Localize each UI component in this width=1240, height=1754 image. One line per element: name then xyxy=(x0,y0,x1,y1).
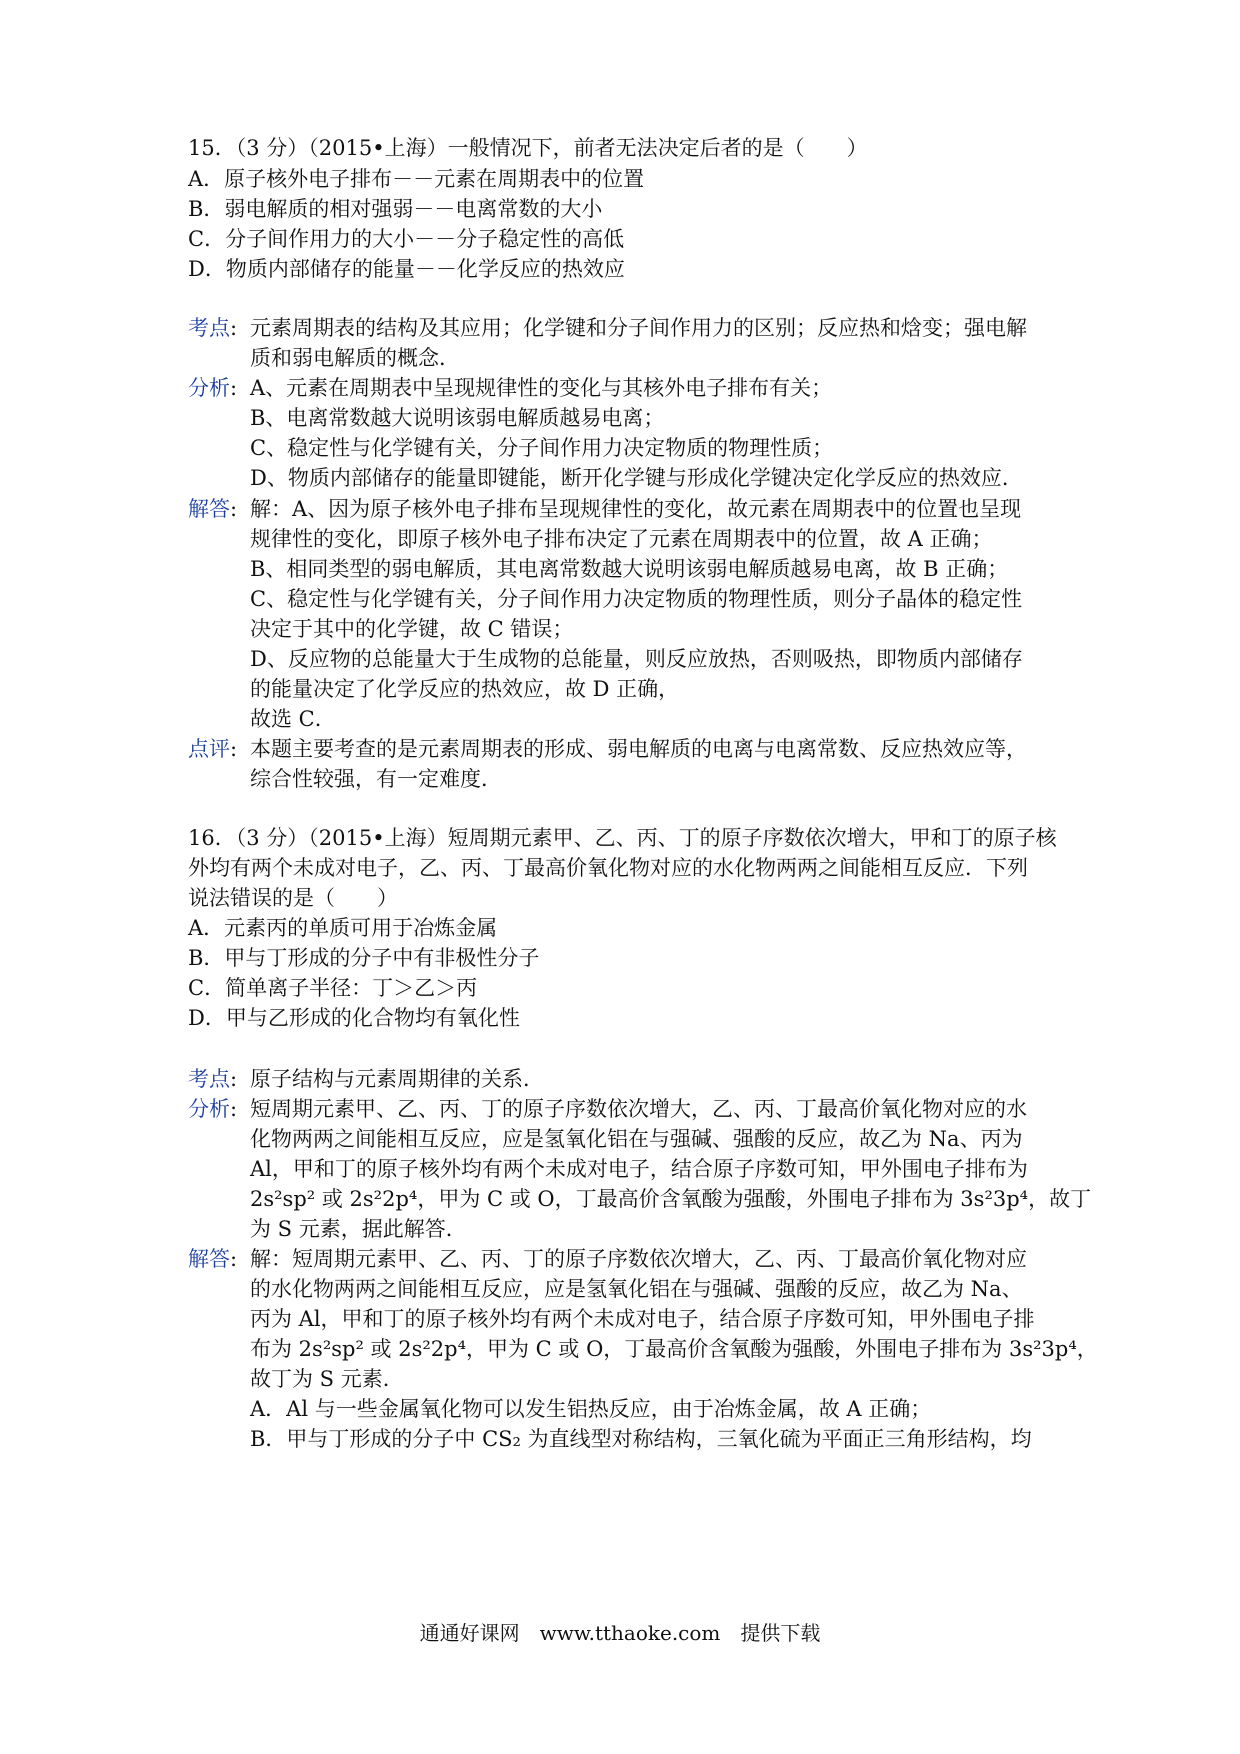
q16-fenxi-label: 分析: xyxy=(188,1097,238,1121)
q15-jieda-line: C、稳定性与化学键有关，分子间作用力决定物质的物理性质，则分子晶体的稳定性 xyxy=(250,587,1023,611)
q16-jieda-line: B．甲与丁形成的分子中 CS₂ 为直线型对称结构，三氧化硫为平面正三角形结构，均 xyxy=(250,1427,1032,1451)
q16-stem-line: 外均有两个未成对电子，乙、丙、丁最高价氧化物对应的水化物两两之间能相互反应．下列 xyxy=(188,856,1028,880)
q15-stem: 15．（3 分）（2015•上海）一般情况下，前者无法决定后者的是（ ） xyxy=(188,136,868,160)
q15-fenxi-label: 分析: xyxy=(188,376,238,400)
q15-kaodian-line: 元素周期表的结构及其应用；化学键和分子间作用力的区别；反应热和焓变；强电解 xyxy=(250,316,1027,340)
q15-jieda-line: 解：A、因为原子核外电子排布呈现规律性的变化，故元素在周期表中的位置也呈现 xyxy=(250,497,1022,521)
q15-option-d: D．物质内部储存的能量－－化学反应的热效应 xyxy=(188,257,625,281)
q16-fenxi-line: Al，甲和丁的原子核外均有两个未成对电子，结合原子序数可知，甲外围电子排布为 xyxy=(250,1157,1028,1181)
q15-jieda-line: B、相同类型的弱电解质，其电离常数越大说明该弱电解质越易电离，故 B 正确； xyxy=(250,557,1009,581)
q16-fenxi-line: 为 S 元素，据此解答． xyxy=(250,1217,467,1241)
q15-option-a: A．原子核外电子排布－－元素在周期表中的位置 xyxy=(188,167,645,191)
q16-stem-line: 16．（3 分）（2015•上海）短周期元素甲、乙、丙、丁的原子序数依次增大，甲和丁的原子核 xyxy=(188,826,1057,850)
q16-kaodian-label: 考点: xyxy=(188,1067,238,1091)
q15-dianping-line: 本题主要考查的是元素周期表的形成、弱电解质的电离与电离常数、反应热效应等， xyxy=(250,737,1027,761)
footer-source: 通通好课网 www.tthaoke.com 提供下载 xyxy=(419,1621,821,1645)
q15-dianping-line: 综合性较强，有一定难度． xyxy=(250,767,502,791)
q15-fenxi-line: B、电离常数越大说明该弱电解质越易电离； xyxy=(250,406,665,430)
q15-jieda-line: 的能量决定了化学反应的热效应，故 D 正确， xyxy=(250,677,680,701)
q15-kaodian-line: 质和弱电解质的概念． xyxy=(250,346,460,370)
q15-kaodian-label: 考点: xyxy=(188,316,238,340)
q15-fenxi-line: C、稳定性与化学键有关，分子间作用力决定物质的物理性质； xyxy=(250,436,834,460)
q16-option-c: C．简单离子半径：丁＞乙＞丙 xyxy=(188,976,478,1000)
q16-jieda-label: 解答: xyxy=(188,1247,238,1271)
q16-jieda-line: 布为 2s²sp² 或 2s²2p⁴，甲为 C 或 O，丁最高价含氧酸为强酸，外围电子排布为 3s²3p⁴， xyxy=(250,1337,1098,1361)
q15-jieda-line: 故选 C． xyxy=(250,707,336,731)
q15-jieda-label: 解答: xyxy=(188,497,238,521)
q15-option-b: B．弱电解质的相对强弱－－电离常数的大小 xyxy=(188,197,603,221)
q16-jieda-line: 解：短周期元素甲、乙、丙、丁的原子序数依次增大，乙、丙、丁最高价氧化物对应 xyxy=(250,1247,1027,1271)
q15-option-c: C．分子间作用力的大小－－分子稳定性的高低 xyxy=(188,227,625,251)
q16-option-d: D．甲与乙形成的化合物均有氧化性 xyxy=(188,1006,520,1030)
q15-dianping-label: 点评: xyxy=(188,737,238,761)
q16-jieda-line: 的水化物两两之间能相互反应，应是氢氧化铝在与强碱、强酸的反应，故乙为 Na、 xyxy=(250,1277,1023,1301)
q16-option-a: A．元素丙的单质可用于冶炼金属 xyxy=(188,916,498,940)
q15-fenxi-line: A、元素在周期表中呈现规律性的变化与其核外电子排布有关； xyxy=(250,376,833,400)
q15-jieda-line: 决定于其中的化学键，故 C 错误； xyxy=(250,617,574,641)
q16-jieda-line: 故丁为 S 元素． xyxy=(250,1367,404,1391)
q16-option-b: B．甲与丁形成的分子中有非极性分子 xyxy=(188,946,540,970)
q15-jieda-line: 规律性的变化，即原子核外电子排布决定了元素在周期表中的位置，故 A 正确； xyxy=(250,527,993,551)
q16-fenxi-line: 短周期元素甲、乙、丙、丁的原子序数依次增大，乙、丙、丁最高价氧化物对应的水 xyxy=(250,1097,1027,1121)
q16-jieda-line: A．Al 与一些金属氧化物可以发生铝热反应，由于冶炼金属，故 A 正确； xyxy=(250,1397,932,1421)
q16-fenxi-line: 2s²sp² 或 2s²2p⁴，甲为 C 或 O，丁最高价含氧酸为强酸，外围电子排布为 3s²3p⁴，故丁 xyxy=(250,1187,1092,1211)
q16-stem-line: 说法错误的是（ ） xyxy=(188,886,398,910)
q16-jieda-line: 丙为 Al，甲和丁的原子核外均有两个未成对电子，结合原子序数可知，甲外围电子排 xyxy=(250,1307,1035,1331)
q15-jieda-line: D、反应物的总能量大于生成物的总能量，则反应放热，否则吸热，即物质内部储存 xyxy=(250,647,1023,671)
q15-fenxi-line: D、物质内部储存的能量即键能，断开化学键与形成化学键决定化学反应的热效应． xyxy=(250,466,1023,490)
q16-fenxi-line: 化物两两之间能相互反应，应是氢氧化铝在与强碱、强酸的反应，故乙为 Na、丙为 xyxy=(250,1127,1023,1151)
q16-kaodian-line: 原子结构与元素周期律的关系． xyxy=(250,1067,544,1091)
